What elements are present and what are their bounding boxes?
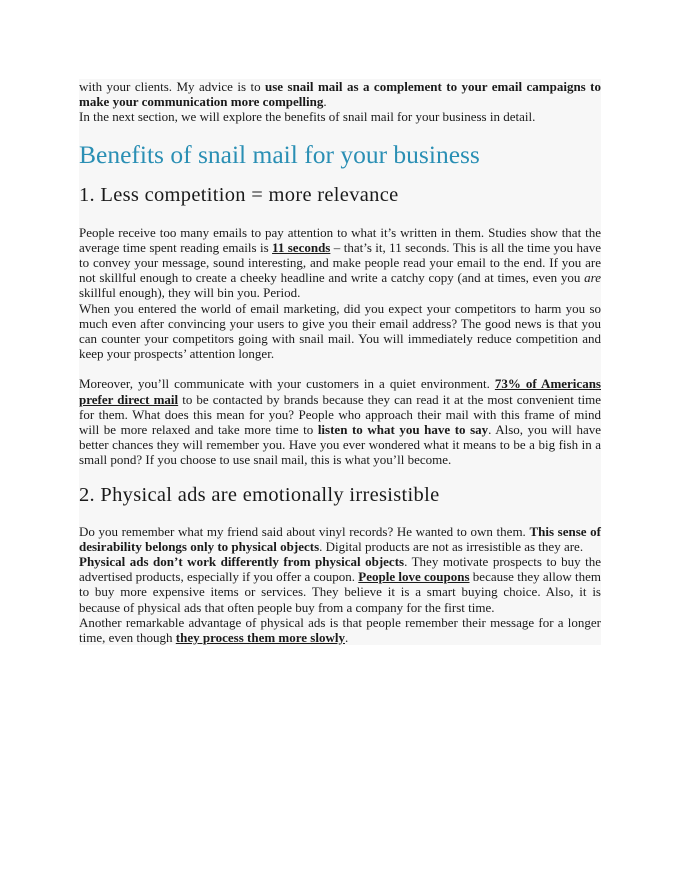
paragraph-text: Moreover, you’ll communicate with your customers in a quiet environment. [79,376,495,392]
intro-paragraph-1 [79,79,601,109]
emphasis-are: are [584,270,601,286]
paragraph-text: to be contacted by brands because they can read it at the most convenient time for them. What does this mean for you? People who approach their mail with this frame of mind will be more relaxed and take more time to [79,391,602,438]
link-73-percent-direct-mail[interactable]: 73% of Americans prefer direct mail [79,376,601,407]
bold-physical-ads: Physical ads don’t work differently from physical objects [79,554,405,570]
section-1-paragraph-2: When you entered the world of email marketing, did you expect your competitors to harm you so much even after convincing your users to give you their email address? The good news is that you can counter your competitors going with snail mail. You will immediately reduce competition and keep your prospects’ attention longer. [79,300,601,362]
document-content [79,79,601,645]
paragraph-text: skillful enough), they will bin you. Period. [79,285,301,301]
section-heading-main: Benefits of snail mail for your business [79,139,480,169]
section-2-paragraph-3 [79,615,601,645]
paragraph-text: People receive too many emails to pay attention to what it’s written in them. Studies show that the average time spent reading emails is [79,224,601,255]
paragraph-text: . [344,630,349,646]
link-11-seconds[interactable]: 11 seconds [272,239,331,255]
bold-listen: listen to what you have to say [317,422,489,438]
section-1-paragraph-1 [79,225,601,301]
intro-period: . [323,94,327,110]
section-1-paragraph-3 [79,376,601,467]
intro-text: with your clients. My advice is to [79,79,266,94]
section-2-paragraph-1 [79,524,601,554]
link-people-love-coupons[interactable]: People love coupons [358,569,470,585]
section-2-paragraph-2 [79,554,601,615]
intro-bold-advice: use snail mail as a complement to your email campaigns to make your communication more compelling [79,79,602,110]
paragraph-text: . They motivate prospects to buy the advertised products, especially if you offer a coupon. [79,554,601,585]
link-process-more-slowly[interactable]: they process them more slowly [175,630,345,646]
section-2-title: 2. Physical ads are emotionally irresistible [79,483,440,506]
paragraph-text: – that’s it, 11 seconds. This is all the time you have to convey your message, sound interesting, and make people read your email to the end. If you are not skillful enough to create a cheeky headline and write a catchy copy (and at times, even you [79,239,602,286]
paragraph-text: Do you remember what my friend said about vinyl records? He wanted to own them. [79,523,530,539]
paragraph-text: . Digital products are not as irresistible as they are. [319,538,584,554]
bold-desirability: This sense of desirability belongs only to physical objects [79,523,601,554]
intro-paragraph-2: In the next section, we will explore the benefits of snail mail for your business in detail. [79,109,536,125]
section-1-title: 1. Less competition = more relevance [79,183,399,206]
paragraph-text: Another remarkable advantage of physical ads is that people remember their message for a longer time, even though [79,614,601,646]
paragraph-text: because they allow them to buy more expensive items or services. They believe it is a smart buying choice. Also, it is because of physical ads that often people buy from a company for the first time. [79,569,601,615]
paragraph-text: . Also, you will have better chances they will remember you. Have you ever wondered what it means to be a big fish in a small pond? If you choose to use snail mail, this is what you’ll become. [79,422,601,468]
